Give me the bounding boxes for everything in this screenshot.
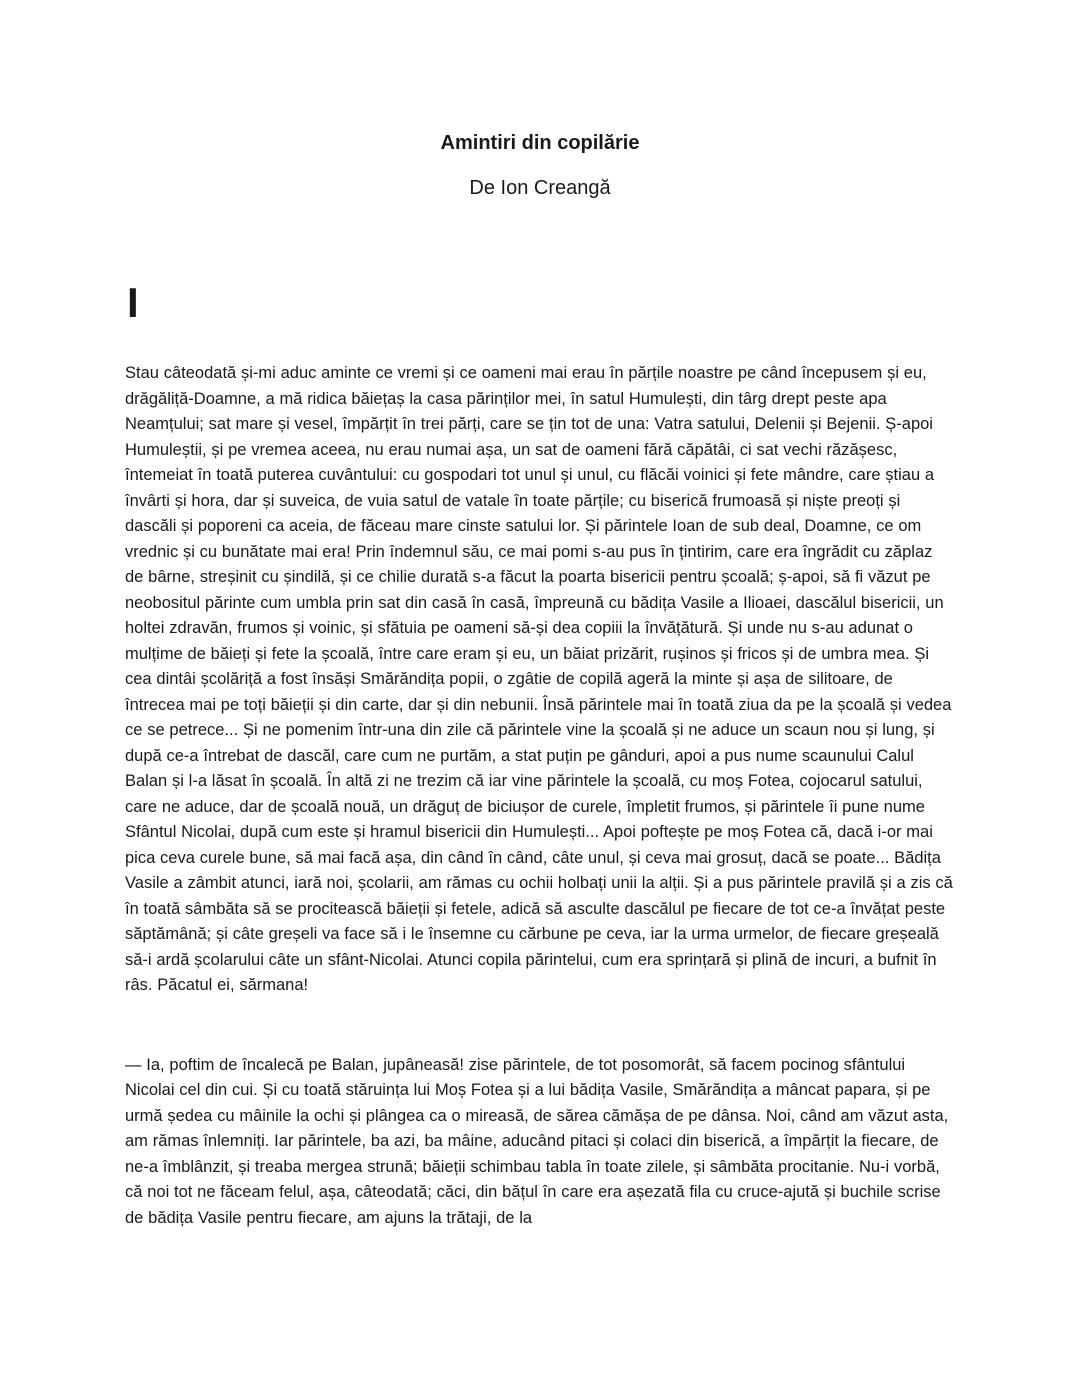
document-title: Amintiri din copilărie [440, 132, 640, 154]
body-paragraph-1: Stau câteodată și-mi aduc aminte ce vremi și ce oameni mai erau în părțile noastre pe când începusem și eu, drăgăliță-Doamne, a mă ridica băiețaș la casa părinților mei, în satul Humulești, din târg drept peste apa Neamțului; sat mare și vesel, împărțit în trei părți, care se țin tot de una: Vatra satului, Delenii și Bejenii. Ș-apoi Humuleștii, și pe vremea aceea, nu erau numai așa, un sat de oameni fără căpătâi, ci sat vechi răzășesc, întemeiat în toată puterea cuvântului: cu gospodari tot unul și unul, cu flăcăi voinici și fete mândre, care știau a învârti și hora, dar și suveica, de vuia satul de vatale în toate părțile; cu biserică frumoasă și niște preoți și dascăli și poporeni ca aceia, de făceau mare cinste satului lor. Și părintele Ioan de sub deal, Doamne, ce om vrednic și cu bunătate mai era! Prin îndemnul său, ce mai pomi s-au pus în țintirim, care era îngrădit cu zăplaz de bârne, streșinit cu șindilă, și ce chilie durată s-a făcut la poarta bisericii pentru școală; ș-apoi, să fi văzut pe neobositul părinte cum umbla prin sat din casă în casă, împreună cu bădița Vasile a Ilioaei, dascălul bisericii, un holtei zdravăn, frumos și voinic, și sfătuia pe oameni să-și dea copiii la învățătură. Și unde nu s-au adunat o mulțime de băieți și fete la școală, între care eram și eu, un băiat prizărit, rușinos și fricos și de umbra mea. Și cea dintâi școlăriță a fost însăși Smărăndița popii, o zgâtie de copilă ageră la minte și așa de silitoare, de întrecea mai pe toți băieții și din carte, dar și din nebunii. Însă părintele mai în toată ziua da pe la școală și vedea ce se petrece... Și ne pomenim într-una din zile că părintele vine la școală și ne aduce un scaun nou și lung, și după ce-a întrebat de dascăl, care cum ne purtăm, a stat puțin pe gânduri, apoi a pus nume scaunului Calul Balan și l-a lăsat în școală. În altă zi ne trezim că iar vine părintele la școală, cu moș Fotea, cojocarul satului, care ne aduce, dar de școală nouă, un drăguț de biciușor de curele, împletit frumos, și părintele îi pune nume Sfântul Nicolai, după cum este și hramul bisericii din Humulești... Apoi poftește pe moș Fotea că, dacă i-or mai pica ceva curele bune, să mai facă așa, din când în când, câte unul, și ceva mai grosuț, dacă se poate... Bădița Vasile a zâmbit atunci, iară noi, școlarii, am rămas cu ochii holbați unii la alții. Și a pus părintele pravilă și a zis că în toată sâmbăta să se procitească băieții și fetele, adică să asculte dascălul pe fiecare de tot ce-a învățat peste săptămână; și câte greșeli va face să i le însemne cu cărbune pe ceva, iar la urma urmelor, de fiecare greșeală să-i ardă școlarului câte un sfânt-Nicolai. Atunci copila părintelui, cum era sprințară și plină de incuri, a bufnit în râs. Păcatul ei, sărmana! [125, 364, 953, 994]
chapter-heading: I [127, 279, 139, 326]
document-byline: De Ion Creangă [469, 177, 611, 199]
body-paragraph-2: — Ia, poftim de încalecă pe Balan, jupâneasă! zise părintele, de tot posomorât, să facem pocinog sfântului Nicolai cel din cui. Și cu toată stăruința lui Moș Fotea și a lui bădița Vasile, Smărăndița a mâncat papara, și pe urmă ședea cu mâinile la ochi și plângea ca o mireasă, de sărea cămășa de pe dânsa. Noi, când am văzut asta, am rămas înlemniți. Iar părintele, ba azi, ba mâine, aducând pitaci și colaci din biserică, a împărțit la fiecare, de ne-a îmblânzit, și treaba mergea strună; băieții schimbau tabla în toate zilele, și sâmbăta procitanie. Nu-i vorbă, că noi tot ne făceam felul, așa, câteodată; căci, din bățul în care era așezată fila cu cruce-ajută și buchile scrise de bădița Vasile pentru fiecare, am ajuns la trătaji, de la [125, 1055, 949, 1227]
